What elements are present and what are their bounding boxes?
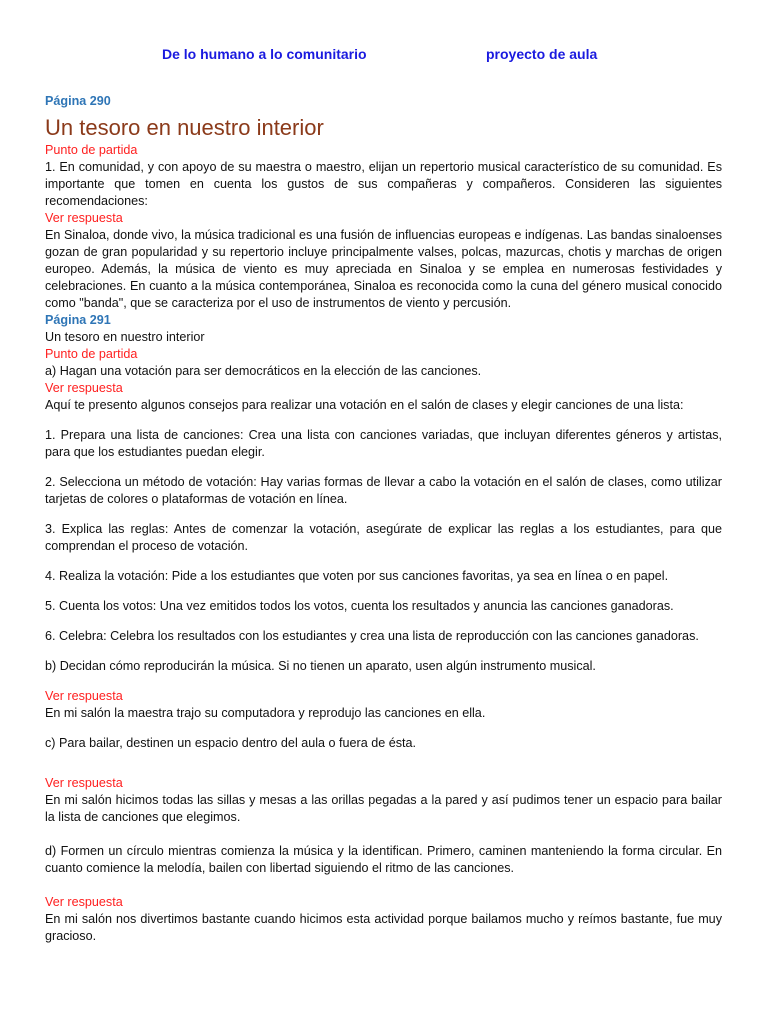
page-title: Un tesoro en nuestro interior: [45, 115, 324, 140]
section-heading-punto: Punto de partida: [45, 143, 138, 157]
tip-item: 3. Explica las reglas: Antes de comenzar la votación, asegúrate de explicar las reglas a los estudiantes, para que comprendan el proceso de votación.: [45, 522, 722, 553]
ver-respuesta-link[interactable]: Ver respuesta: [45, 211, 123, 225]
page-label-291: Página 291: [45, 313, 111, 327]
answer-c: En mi salón hicimos todas las sillas y mesas a las orillas pegadas a la pared y así pudimos tener un espacio para bailar la lista de canciones que elegimos.: [45, 793, 722, 824]
document-body: [45, 93, 722, 945]
question-c: c) Para bailar, destinen un espacio dentro del aula o fuera de ésta.: [45, 736, 417, 750]
answer-b: En mi salón la maestra trajo su computadora y reprodujo las canciones en ella.: [45, 706, 486, 720]
tip-item: 6. Celebra: Celebra los resultados con los estudiantes y crea una lista de reproducción con las canciones ganadoras.: [45, 629, 699, 643]
question-d: d) Formen un círculo mientras comienza la música y la identifican. Primero, caminen manteniendo la forma circular. En cuanto comience la melodía, bailen con libertad siguiendo el ritmo de las canciones.: [45, 844, 722, 875]
tip-item: 2. Selecciona un método de votación: Hay varias formas de llevar a cabo la votación en el salón de clases, como utilizar tarjetas de colores o plataformas de votación en línea.: [45, 475, 722, 506]
tip-item: 4. Realiza la votación: Pide a los estudiantes que voten por sus canciones favoritas, ya sea en línea o en papel.: [45, 569, 669, 583]
answer-intro: Aquí te presento algunos consejos para realizar una votación en el salón de clases y elegir canciones de una lista:: [45, 398, 684, 412]
ver-respuesta-link[interactable]: Ver respuesta: [45, 689, 123, 703]
ver-respuesta-link[interactable]: Ver respuesta: [45, 776, 123, 790]
ver-respuesta-link[interactable]: Ver respuesta: [45, 381, 123, 395]
question-1: 1. En comunidad, y con apoyo de su maestra o maestro, elijan un repertorio musical característico de su comunidad. Es importante que tomen en cuenta los gustos de sus compañeras y compañeros. Consideren las siguientes recomendaciones:: [45, 160, 722, 208]
page-label-290: Página 290: [45, 94, 111, 108]
question-b: b) Decidan cómo reproducirán la música. Si no tienen un aparato, usen algún instrumento musical.: [45, 659, 596, 673]
answer-d: En mi salón nos divertimos bastante cuando hicimos esta actividad porque bailamos mucho y reímos bastante, fue muy gracioso.: [45, 912, 722, 943]
answer-1: En Sinaloa, donde vivo, la música tradicional es una fusión de influencias europeas e indígenas. Las bandas sinaloenses gozan de gran popularidad y su repertorio incluye principalmente valses, polcas, mazurcas, chotis y marchas de origen europeo. Además, la música de viento es muy apreciada en Sinaloa y se emplea en numerosas festividades y celebraciones. En cuanto a la música contemporánea, Sinaloa es reconocida como la cuna del género musical conocido como "banda", que se caracteriza por el uso de instrumentos de viento y percusión.: [45, 228, 722, 310]
tip-item: 1. Prepara una lista de canciones: Crea una lista con canciones variadas, que incluyan diferentes géneros y artistas, para que los estudiantes puedan elegir.: [45, 428, 722, 459]
header-project: proyecto de aula: [486, 46, 598, 62]
header-subject: De lo humano a lo comunitario: [162, 46, 367, 62]
section-subtitle: Un tesoro en nuestro interior: [45, 330, 205, 344]
tip-item: 5. Cuenta los votos: Una vez emitidos todos los votos, cuenta los resultados y anuncia las canciones ganadoras.: [45, 599, 674, 613]
ver-respuesta-link[interactable]: Ver respuesta: [45, 895, 123, 909]
question-a: a) Hagan una votación para ser democráticos en la elección de las canciones.: [45, 364, 482, 378]
section-heading-punto: Punto de partida: [45, 347, 138, 361]
